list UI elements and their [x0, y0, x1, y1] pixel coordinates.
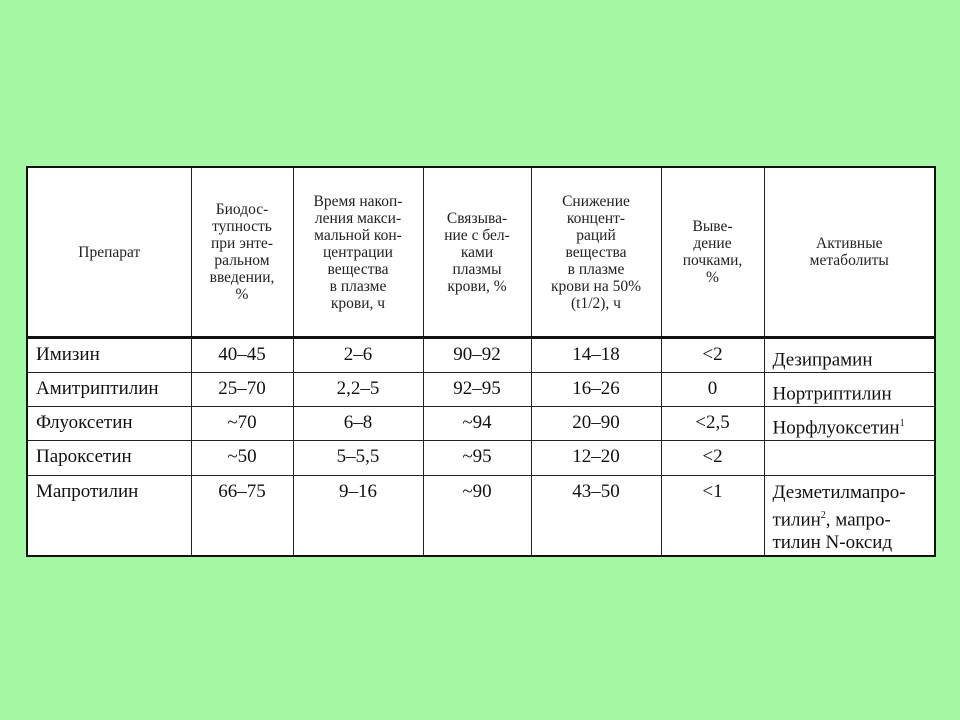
cell-half-life: 14–18 — [531, 338, 661, 373]
cell-bioavailability: ~50 — [191, 441, 293, 475]
metabolites-text-continued: , мапро- тилин N-оксид — [772, 508, 893, 553]
metabolites-text: Дезипрамин — [772, 349, 873, 371]
cell-protein-binding: ~95 — [423, 441, 531, 475]
table-header-row — [27, 167, 935, 338]
cell-half-life: 16–26 — [531, 373, 661, 407]
cell-bioavailability: 25–70 — [191, 373, 293, 407]
cell-metabolites — [764, 373, 935, 407]
cell-protein-binding: ~94 — [423, 407, 531, 441]
cell-tmax: 5–5,5 — [293, 441, 423, 475]
header-drug: Препарат — [27, 167, 191, 338]
cell-drug: Имизин — [27, 338, 191, 373]
header-half-life: Снижение концент- раций вещества в плазме крови на 50% (t1/2), ч — [531, 167, 661, 338]
cell-metabolites — [764, 475, 935, 556]
header-bioavailability: Биодос- тупность при энте- ральном введении, % — [191, 167, 293, 338]
cell-protein-binding: ~90 — [423, 475, 531, 556]
metabolites-text: Норфлуоксетин — [772, 417, 900, 439]
cell-protein-binding: 92–95 — [423, 373, 531, 407]
header-renal-excretion: Выве- дение почками, % — [661, 167, 764, 338]
header-active-metabolites: Активные метаболиты — [764, 167, 935, 338]
table-row — [27, 373, 935, 407]
metabolites-footnote: 1 — [899, 418, 905, 430]
cell-bioavailability: 66–75 — [191, 475, 293, 556]
cell-renal: <1 — [661, 475, 764, 556]
cell-bioavailability: 40–45 — [191, 338, 293, 373]
cell-metabolites — [764, 407, 935, 441]
pharmacokinetics-table-container — [26, 166, 934, 557]
cell-renal: <2 — [661, 441, 764, 475]
table-row — [27, 475, 935, 556]
header-protein-binding: Связыва- ние с бел- ками плазмы крови, % — [423, 167, 531, 338]
cell-metabolites — [764, 338, 935, 373]
cell-drug: Амитриптилин — [27, 373, 191, 407]
cell-metabolites — [764, 441, 935, 475]
header-tmax: Время накоп- ления макси- мальной кон- центрации вещества в плазме крови, ч — [293, 167, 423, 338]
metabolites-footnote: 2 — [820, 509, 826, 521]
cell-half-life: 43–50 — [531, 475, 661, 556]
cell-half-life: 20–90 — [531, 407, 661, 441]
cell-tmax: 2–6 — [293, 338, 423, 373]
table-row — [27, 441, 935, 475]
cell-tmax: 6–8 — [293, 407, 423, 441]
cell-renal: <2,5 — [661, 407, 764, 441]
cell-half-life: 12–20 — [531, 441, 661, 475]
cell-drug: Мапротилин — [27, 475, 191, 556]
metabolites-text: Дезметилмапро- тилин — [772, 481, 906, 530]
cell-drug: Пароксетин — [27, 441, 191, 475]
metabolites-text: Нортриптилин — [772, 383, 892, 405]
pharmacokinetics-table — [26, 166, 936, 557]
cell-drug: Флуоксетин — [27, 407, 191, 441]
cell-protein-binding: 90–92 — [423, 338, 531, 373]
cell-tmax: 9–16 — [293, 475, 423, 556]
cell-renal: 0 — [661, 373, 764, 407]
cell-tmax: 2,2–5 — [293, 373, 423, 407]
table-row — [27, 407, 935, 441]
table-row — [27, 338, 935, 373]
cell-renal: <2 — [661, 338, 764, 373]
cell-bioavailability: ~70 — [191, 407, 293, 441]
